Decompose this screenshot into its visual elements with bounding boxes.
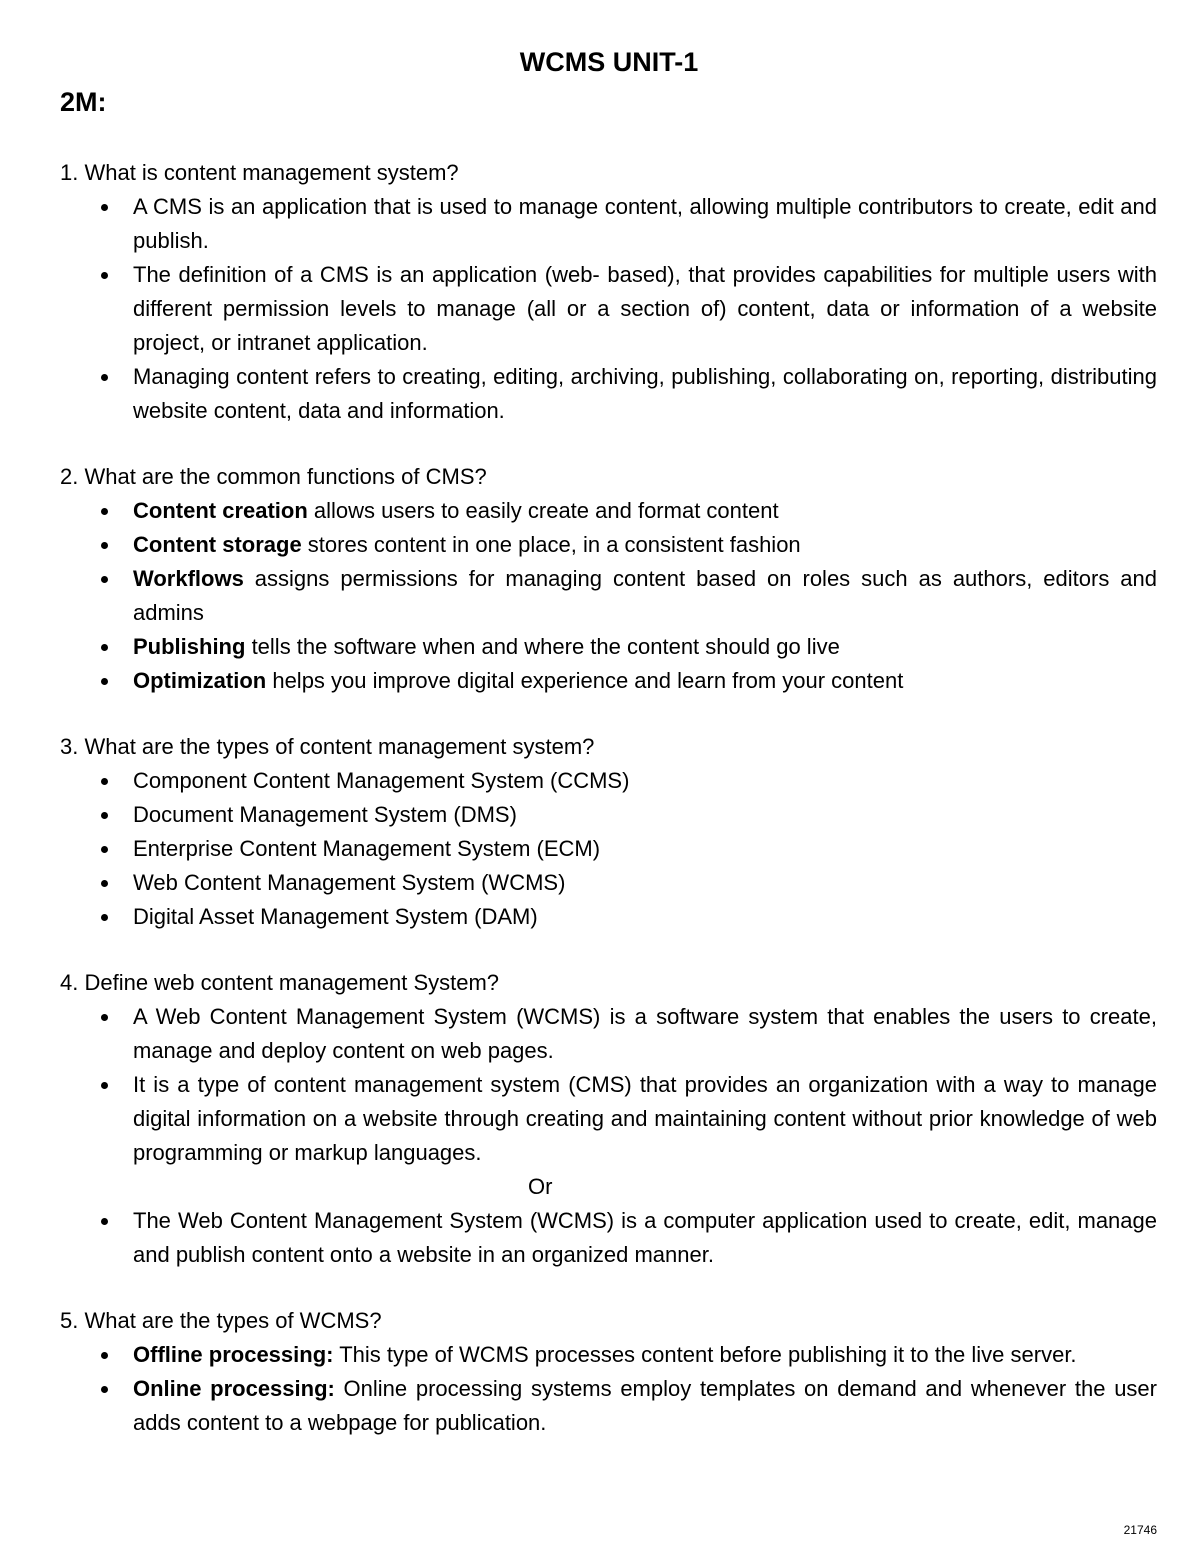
item-text: It is a type of content management system (CMS) that provides an organization with a way to manage digital information on a website through creating and maintaining content without prior knowledge of web programming or markup languages. — [133, 1072, 1157, 1165]
or-separator: Or — [528, 1174, 553, 1199]
item-text: This type of WCMS processes content before publishing it to the live server. — [333, 1342, 1077, 1367]
item-term: Workflows — [133, 566, 244, 591]
question-text: 2. What are the common functions of CMS? — [60, 464, 487, 489]
page-number: 21746 — [1123, 1523, 1157, 1537]
item-text: Online processing systems employ templates on demand and whenever the user adds content to a webpage for publication. — [133, 1376, 1157, 1435]
question-2 — [60, 460, 1157, 698]
question-text: 5. What are the types of WCMS? — [60, 1308, 382, 1333]
list-item — [133, 630, 1157, 664]
list-item — [133, 360, 1157, 428]
list-item — [133, 1068, 1157, 1170]
question-list — [60, 156, 1157, 1472]
question-4 — [60, 966, 1157, 1272]
item-text: allows users to easily create and format content — [307, 498, 779, 523]
list-item — [133, 664, 1157, 698]
question-text: 1. What is content management system? — [60, 160, 459, 185]
list-item — [133, 528, 1157, 562]
item-text: assigns permissions for managing content based on roles such as authors, editors and admins — [133, 566, 1157, 625]
list-item — [133, 1372, 1157, 1440]
item-text: Managing content refers to creating, editing, archiving, publishing, collaborating on, reporting, distributing website content, data and information. — [133, 364, 1157, 423]
list-item — [133, 258, 1157, 360]
item-term: Offline processing: — [133, 1342, 334, 1367]
item-term: Publishing — [133, 634, 246, 659]
page-title: WCMS UNIT-1 — [519, 47, 699, 77]
item-text: Component Content Management System (CCMS) — [133, 768, 630, 793]
answer-list — [60, 1000, 1157, 1272]
item-text: Digital Asset Management System (DAM) — [133, 904, 538, 929]
list-item — [133, 494, 1157, 528]
list-item — [133, 1338, 1157, 1372]
question-text: 4. Define web content management System? — [60, 970, 500, 995]
item-text: helps you improve digital experience and learn from your content — [266, 668, 904, 693]
item-text: A Web Content Management System (WCMS) is a software system that enables the users to create, manage and deploy content on web pages. — [133, 1004, 1157, 1063]
answer-list — [60, 764, 1157, 934]
item-term: Content creation — [133, 498, 308, 523]
list-item — [133, 866, 1157, 900]
list-item — [133, 1000, 1157, 1068]
question-3 — [60, 730, 1157, 934]
answer-list — [60, 1338, 1157, 1440]
answer-list — [60, 494, 1157, 698]
item-text: The Web Content Management System (WCMS) is a computer application used to create, edit, manage and publish content onto a website in an organized manner. — [133, 1208, 1157, 1267]
list-item — [133, 1204, 1157, 1272]
list-item — [133, 764, 1157, 798]
list-item — [133, 190, 1157, 258]
marks-heading: 2M: — [60, 87, 107, 117]
item-text: The definition of a CMS is an application (web- based), that provides capabilities for multiple users with different permission levels to manage (all or a section of) content, data or information of a website project, or intranet application. — [133, 262, 1157, 355]
item-text: A CMS is an application that is used to manage content, allowing multiple contributors to create, edit and publish. — [133, 194, 1157, 253]
list-item — [133, 798, 1157, 832]
answer-list — [60, 190, 1157, 428]
item-text: Enterprise Content Management System (ECM) — [133, 836, 601, 861]
question-5 — [60, 1304, 1157, 1440]
question-1 — [60, 156, 1157, 428]
list-item — [133, 832, 1157, 866]
item-term: Content storage — [133, 532, 302, 557]
item-term: Optimization — [133, 668, 267, 693]
item-text: Web Content Management System (WCMS) — [133, 870, 566, 895]
list-item — [133, 562, 1157, 630]
item-text: Document Management System (DMS) — [133, 802, 517, 827]
item-term: Online processing: — [133, 1376, 335, 1401]
item-text: stores content in one place, in a consistent fashion — [301, 532, 801, 557]
question-text: 3. What are the types of content management system? — [60, 734, 595, 759]
item-text: tells the software when and where the content should go live — [245, 634, 840, 659]
list-item — [133, 900, 1157, 934]
